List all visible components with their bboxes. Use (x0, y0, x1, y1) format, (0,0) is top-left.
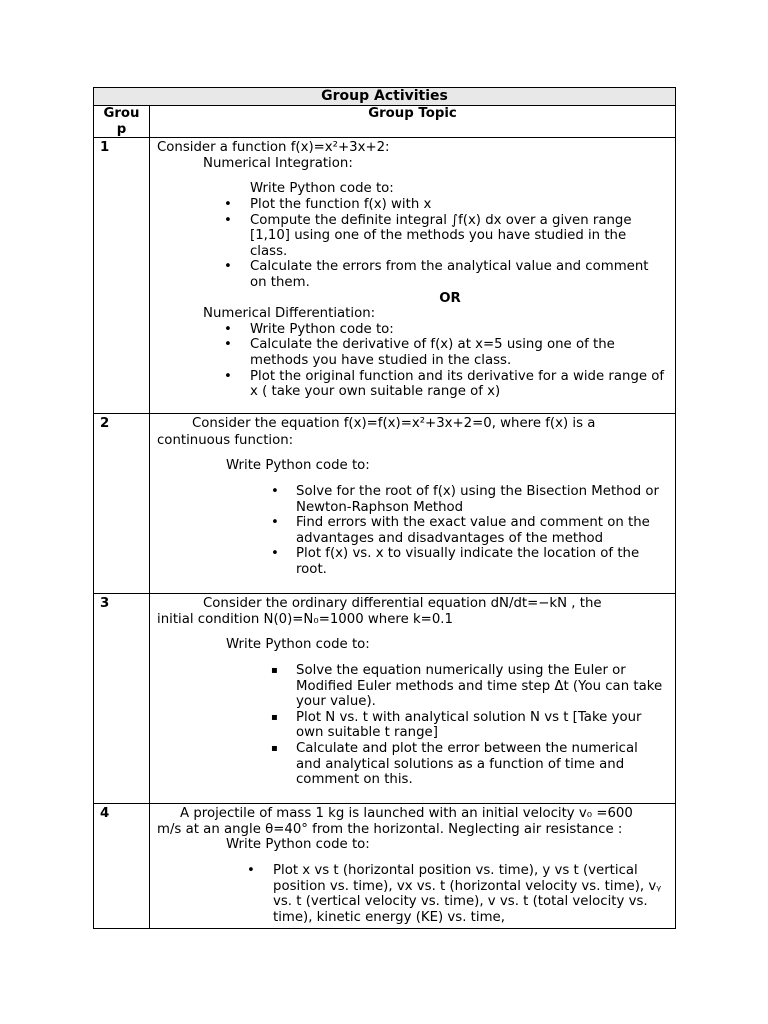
topic-intro: Consider a function f(x)=x²+3x+2: (157, 140, 390, 156)
topic-intro-continued: m/s at an angle θ=40° from the horizontal. Neglecting air resistance : (157, 821, 623, 837)
column-header-topic-label: Group Topic (368, 106, 457, 121)
list-item: • Solve for the root of f(x) using the Bisection Method or Newton-Raphson Method (157, 484, 667, 515)
group-topic (150, 414, 676, 594)
group-number: 3 (94, 594, 150, 804)
group-topic (150, 804, 676, 929)
list-item: • Plot x vs t (horizontal position vs. time), y vs t (vertical position vs. time), vx vs. t (horizontal velocity vs. time), vᵧ vs. t (vertical velocity vs. time), v vs. t (total velocity vs. time), kinetic energy (KE) vs. time, (157, 863, 667, 925)
or-separator: OR (439, 290, 461, 306)
table-header-row (94, 106, 676, 138)
task-list (157, 863, 667, 925)
task-list (157, 322, 667, 400)
list-item: • Find errors with the exact value and comment on the advantages and disadvantages of the method (157, 515, 667, 546)
column-header-group (94, 106, 150, 138)
topic-intro-continued: continuous function: (157, 432, 294, 448)
list-item: • Plot the function f(x) with x (157, 197, 667, 213)
table-row (94, 804, 676, 929)
table-title: Group Activities (94, 88, 676, 106)
topic-intro: Consider the ordinary differential equation dN/dt=−kN , the (203, 596, 602, 612)
table-row (94, 138, 676, 414)
topic-intro: A projectile of mass 1 kg is launched with an initial velocity v₀ =600 (180, 806, 633, 822)
table-row (94, 594, 676, 804)
table-title-row (94, 88, 676, 106)
task-lead: Write Python code to: (226, 837, 370, 853)
group-number: 4 (94, 804, 150, 929)
task-list (157, 197, 667, 291)
list-item: ▪ Solve the equation numerically using the Euler or Modified Euler methods and time step Δt (You can take your value). (157, 663, 667, 710)
group-number: 2 (94, 414, 150, 594)
column-header-topic (150, 106, 676, 138)
list-item: • Calculate the derivative of f(x) at x=5 using one of the methods you have studied in the class. (157, 337, 667, 368)
topic-intro-continued: initial condition N(0)=N₀=1000 where k=0.1 (157, 611, 453, 627)
table-row (94, 414, 676, 594)
task-lead: Write Python code to: (250, 181, 394, 197)
task-lead: Write Python code to: (226, 458, 370, 474)
task-list (157, 484, 667, 578)
group-topic (150, 594, 676, 804)
list-item: • Plot the original function and its derivative for a wide range of x ( take your own suitable range of x) (157, 369, 667, 400)
task-lead: Write Python code to: (226, 637, 370, 653)
list-item: • Compute the definite integral ∫f(x) dx over a given range [1,10] using one of the methods you have studied in the class. (157, 213, 667, 260)
column-header-group-label: Grou p (103, 106, 140, 137)
group-number: 1 (94, 138, 150, 414)
topic-intro: Consider the equation f(x)=f(x)=x²+3x+2=0, where f(x) is a (192, 416, 596, 432)
group-topic (150, 138, 676, 414)
list-item: ▪ Calculate and plot the error between the numerical and analytical solutions as a function of time and comment on this. (157, 741, 667, 788)
list-item: ▪ Plot N vs. t with analytical solution N vs t [Take your own suitable t range] (157, 710, 667, 741)
task-list (157, 663, 667, 788)
subtopic-title: Numerical Differentiation: (203, 306, 376, 322)
list-item: • Write Python code to: (157, 322, 667, 338)
group-activities-table (93, 87, 676, 929)
list-item: • Calculate the errors from the analytical value and comment on them. (157, 259, 667, 290)
list-item: • Plot f(x) vs. x to visually indicate the location of the root. (157, 546, 667, 577)
subtopic-title: Numerical Integration: (203, 155, 353, 171)
